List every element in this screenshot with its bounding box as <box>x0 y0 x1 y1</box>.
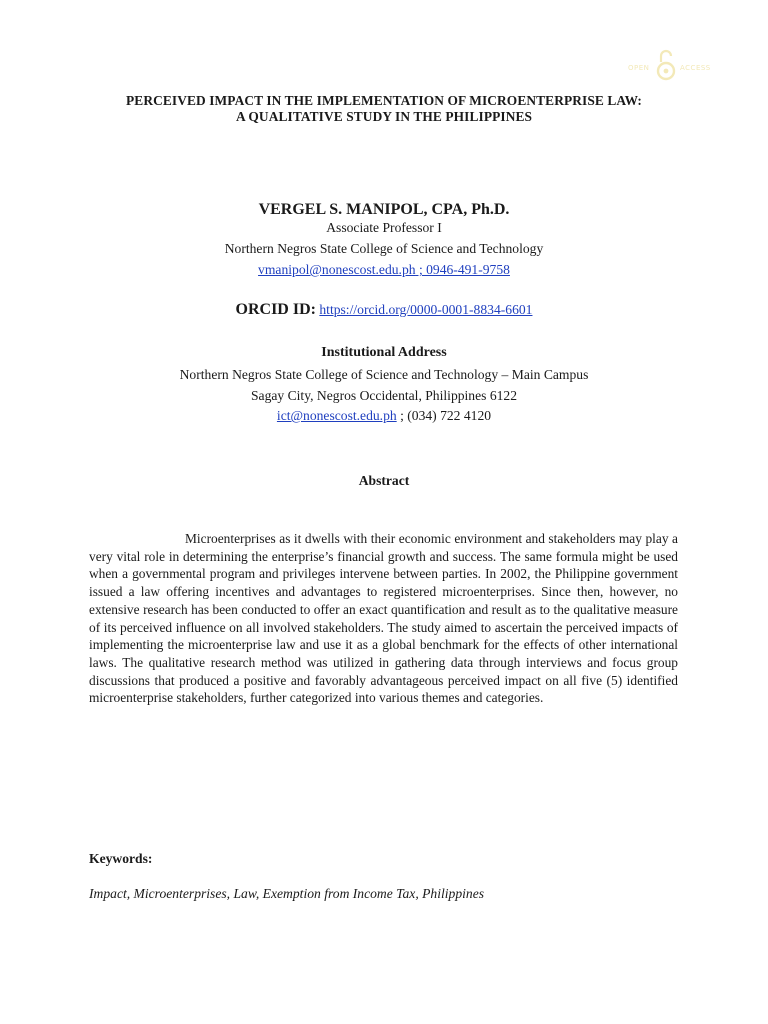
keywords-text: Impact, Microenterprises, Law, Exemption from Income Tax, Philippines <box>89 886 485 901</box>
keywords-heading: Keywords: <box>89 851 153 866</box>
orcid-row <box>0 301 768 319</box>
open-lock-icon <box>655 48 677 82</box>
open-access-logo <box>622 46 718 94</box>
logo-left-text: OPEN <box>628 64 650 72</box>
institution-contact <box>0 408 768 424</box>
author-contact <box>0 262 768 278</box>
author-name: VERGEL S. MANIPOL, CPA, Ph.D. <box>258 201 510 218</box>
title-line-1: PERCEIVED IMPACT IN THE IMPLEMENTATION OF MICROENTERPRISE LAW: <box>126 93 642 108</box>
institution-phone: ; (034) 722 4120 <box>396 408 492 423</box>
author-email-link[interactable]: vmanipol@nonescost.edu.ph <box>258 262 416 277</box>
abstract-heading: Abstract <box>358 473 410 488</box>
orcid-label: ORCID ID: <box>235 301 316 318</box>
institution-line-2: Sagay City, Negros Occidental, Philippines 6122 <box>250 388 518 403</box>
logo-right-text: ACCESS <box>680 64 711 72</box>
author-phone[interactable]: ; 0946-491-9758 <box>415 262 510 277</box>
orcid-link[interactable]: https://orcid.org/0000-0001-8834-6601 <box>319 302 533 317</box>
abstract-text: Microenterprises as it dwells with their economic environment and stakeholders may play a very vital role in determining the enterprise’s financial growth and success. The same formula might be used when a governmental program and privileges intervene between parties. In 2002, the Philippine government issued a law offering incentives and advantages to registered microenterprises. Since then, however, no extensive research has been conducted to offer an exact quantification and result as to the qualitative measure of its perceived influence on all involved stakeholders. The study aimed to ascertain the perceived impacts of implementing the microenterprise law and use it as a global benchmark for the effects of other international laws. The qualitative research method was utilized in gathering data through interviews and focus group discussions that produced a positive and favorably advantageous perceived impact on all five (5) identified microenterprise stakeholders, further categorized into various themes and categories. <box>89 531 678 706</box>
institution-line-1: Northern Negros State College of Science and Technology – Main Campus <box>179 367 589 382</box>
title-line-2: A QUALITATIVE STUDY IN THE PHILIPPINES <box>235 109 533 124</box>
author-position: Associate Professor I <box>326 220 442 235</box>
paper-title <box>0 93 768 125</box>
institutional-address-heading: Institutional Address <box>321 345 447 360</box>
author-affiliation: Northern Negros State College of Science and Technology <box>224 241 544 256</box>
institution-email-link[interactable]: ict@nonescost.edu.ph <box>276 408 397 423</box>
